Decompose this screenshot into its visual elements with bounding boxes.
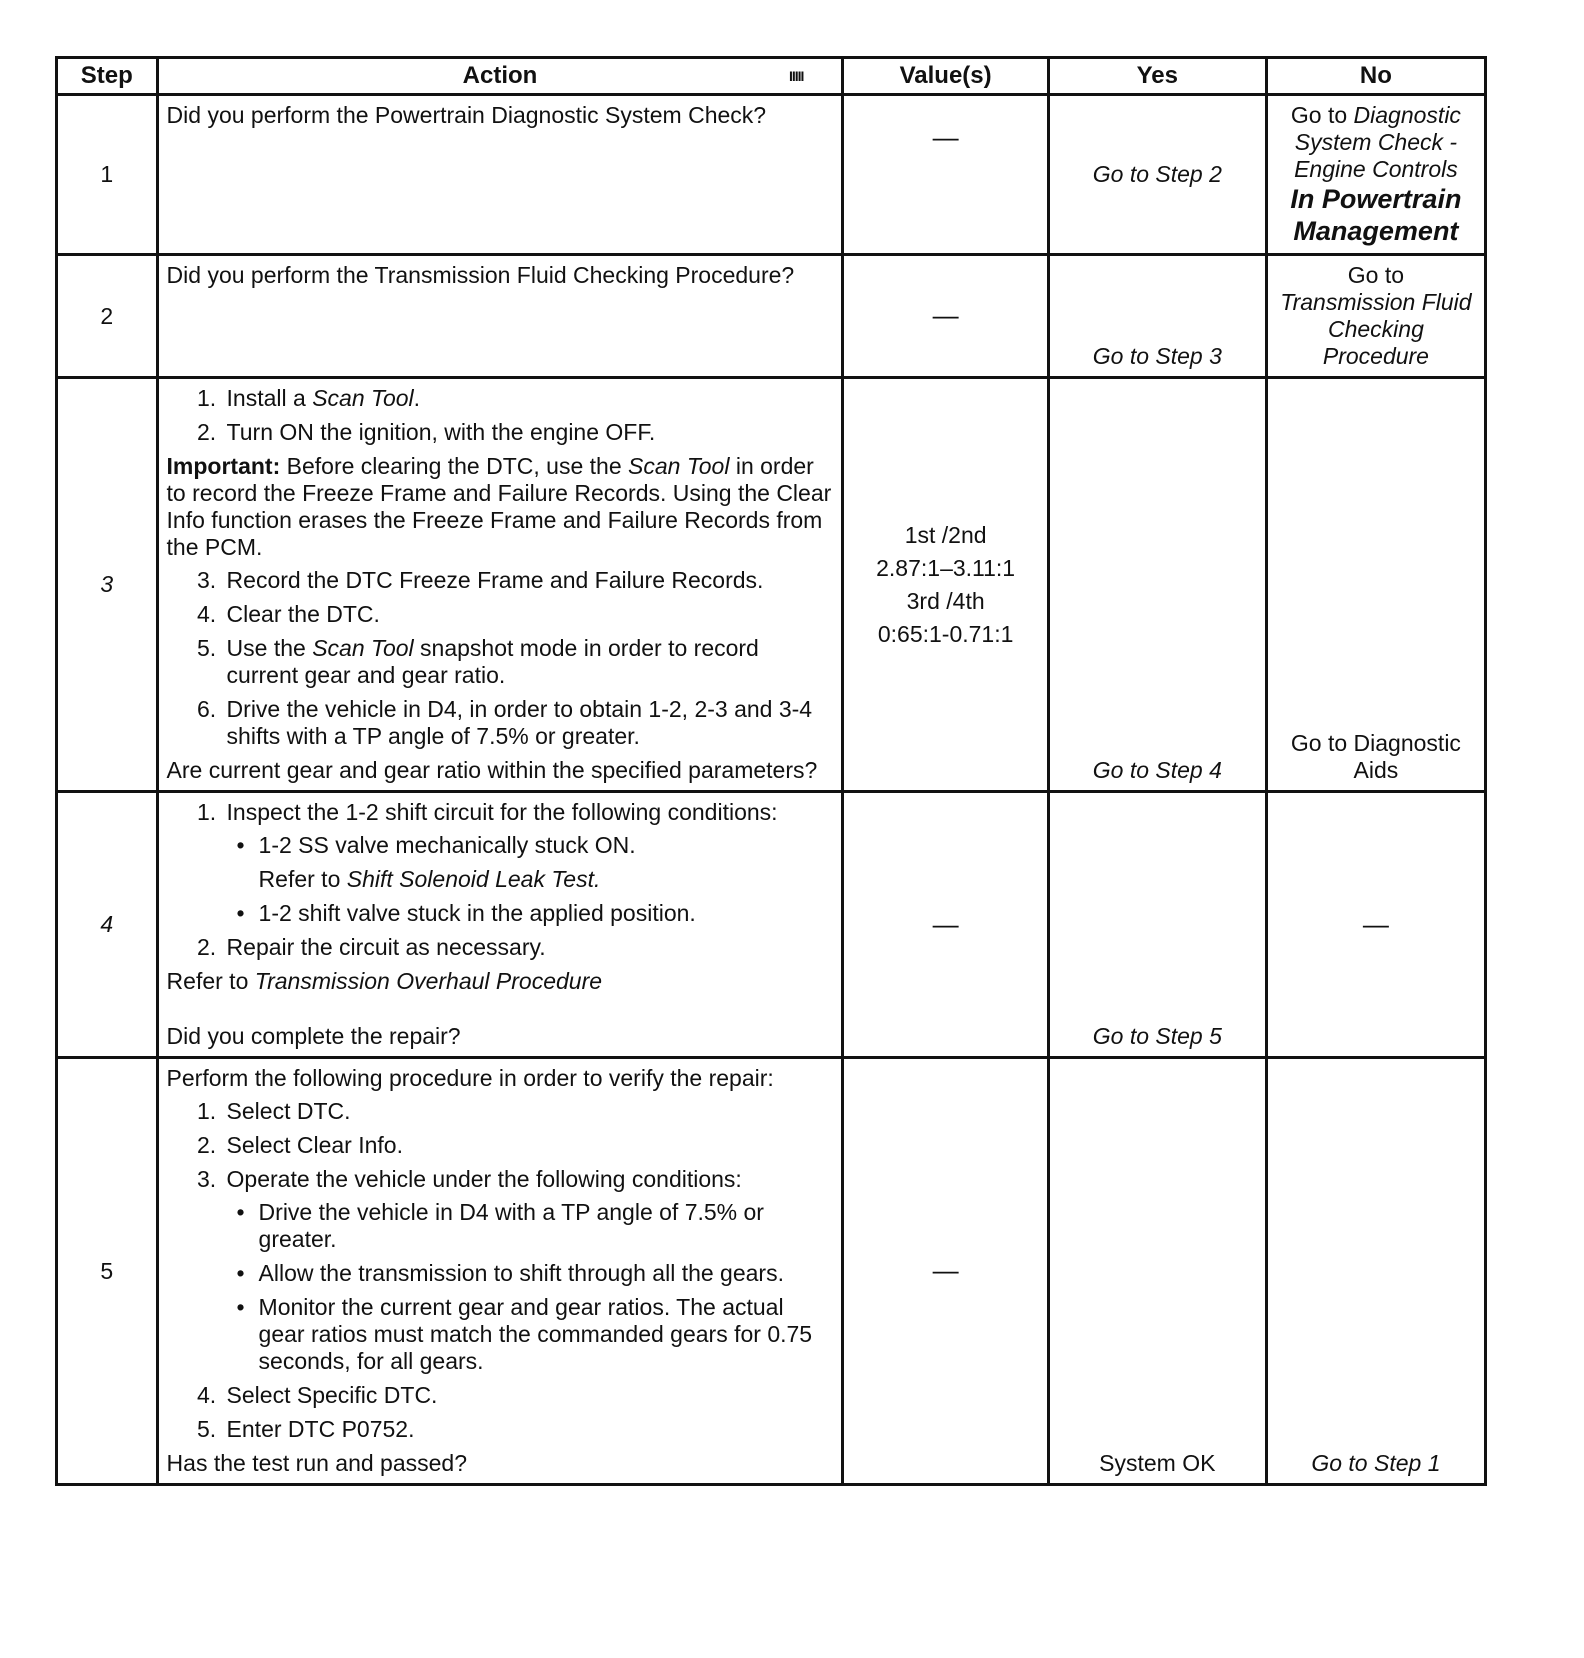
list-item: 2. Repair the circuit as necessary. [223,934,834,961]
header-row [57,58,1486,95]
step-number: 4 [57,792,158,1058]
value-line: 3rd /4th [906,587,985,614]
step-number: 1 [57,95,158,255]
list-item: 2. Turn ON the ignition, with the engine OFF. [223,419,834,446]
bullet-item: • Allow the transmission to shift through all the gears. [259,1260,834,1287]
no-prefix: Go to [1347,262,1405,288]
bullet-list [227,1199,834,1375]
header-action-label: Action [462,62,538,89]
yes-cell [1048,255,1266,378]
no-italic: Transmission Fluid Checking Procedure [1280,289,1472,369]
value-cell [843,378,1048,792]
header-yes: Yes [1048,58,1266,95]
action-cell [157,378,843,792]
value-text: — [932,122,959,152]
table-row [57,95,1486,255]
steps-list-a [167,385,834,446]
value-cell [843,1058,1048,1485]
question: Has the test run and passed? [166,1450,468,1476]
value-cell [843,95,1048,255]
list-item: 6. Drive the vehicle in D4, in order to obtain 1-2, 2-3 and 3-4 shifts with a TP angle of 7.5% or greater. [223,696,834,750]
yes-cell [1048,1058,1266,1485]
list-item: 1. Inspect the 1-2 shift circuit for the following conditions: • 1-2 SS valve mechanically stuck ON. Refer to Shift Solenoid Leak Test. • 1-2 shift valve stuck in the applied position. [223,799,834,927]
question: Did you complete the repair? [166,1023,461,1049]
no-cell [1266,95,1485,255]
header-mark: IIIII [789,68,804,84]
yes-cell [1048,378,1266,792]
step-number: 3 [57,378,158,792]
yes-cell [1048,792,1266,1058]
table-row [57,792,1486,1058]
value-cell [843,792,1048,1058]
bullet-item: • Drive the vehicle in D4 with a TP angle of 7.5% or greater. [259,1199,834,1253]
header-step: Step [57,58,158,95]
no-cell [1266,792,1485,1058]
list-item: 3. Operate the vehicle under the following conditions: • Drive the vehicle in D4 with a TP angle of 7.5% or greater. • Allow the transmission to shift through all the gears. • Monitor the current gear and gear ratios. The actual gear ratios must match the commanded gears for 0.75 seconds, for all gears. [223,1166,834,1375]
header-no: No [1266,58,1485,95]
step-number: 5 [57,1058,158,1485]
diagnostic-table [55,56,1487,1486]
value-text: — [932,908,959,939]
bullet-item: • Monitor the current gear and gear ratios. The actual gear ratios must match the commanded gears for 0.75 seconds, for all gears. [259,1294,834,1375]
no-bold: In Powertrain Management [1290,184,1462,246]
action-cell [157,95,843,255]
bullet-item: • 1-2 shift valve stuck in the applied position. [259,900,834,927]
list-item: 4. Clear the DTC. [223,601,834,628]
header-values: Value(s) [843,58,1048,95]
list-item: 1. Select DTC. [223,1098,834,1125]
no-text: Go to Diagnostic Aids [1290,730,1461,783]
refer-note: Refer to Transmission Overhaul Procedure [166,968,603,994]
action-cell [157,255,843,378]
yes-text: Go to Step 3 [1092,343,1222,369]
table-row [57,1058,1486,1485]
value-line: 2.87:1–3.11:1 [876,554,1016,581]
steps-list-b [167,567,834,750]
no-prefix: Go to [1290,102,1348,128]
yes-cell [1048,95,1266,255]
no-text: Go to Step 1 [1311,1450,1441,1476]
intro-text: Perform the following procedure in order to verify the repair: [166,1065,774,1091]
action-text: Did you perform the Powertrain Diagnostic System Check? [166,102,767,128]
steps-list [167,799,834,961]
no-italic: Diagnostic System Check - Engine Controls [1294,102,1461,182]
yes-text: Go to Step 2 [1092,161,1222,187]
steps-list [167,1098,834,1443]
bullet-item: • 1-2 SS valve mechanically stuck ON. Refer to Shift Solenoid Leak Test. [259,832,834,893]
value-cell [843,255,1048,378]
action-text: Did you perform the Transmission Fluid Checking Procedure? [166,262,795,288]
bullet-list [227,832,834,927]
value-text: — [932,300,959,330]
no-cell [1266,255,1485,378]
value-line: 0:65:1-0.71:1 [877,620,1014,647]
yes-text: Go to Step 5 [1092,1023,1222,1049]
header-action [157,58,843,95]
value-line: 1st /2nd [904,521,987,548]
no-cell [1266,378,1485,792]
list-item: 4. Select Specific DTC. [223,1382,834,1409]
important-note: Important: Before clearing the DTC, use the Scan Tool in order to record the Freeze Frame and Failure Records. Using the Clear Info function erases the Freeze Frame and Failure Records from the PCM. [166,453,832,560]
action-cell [157,1058,843,1485]
yes-text: Go to Step 4 [1092,757,1222,783]
step-number: 2 [57,255,158,378]
value-text: — [932,1255,959,1285]
table-row [57,255,1486,378]
list-item: 5. Enter DTC P0752. [223,1416,834,1443]
action-cell [157,792,843,1058]
list-item: 1. Install a Scan Tool. [223,385,834,412]
yes-text: System OK [1099,1450,1216,1476]
question: Are current gear and gear ratio within the specified parameters? [166,757,818,783]
no-cell [1266,1058,1485,1485]
list-item: 3. Record the DTC Freeze Frame and Failure Records. [223,567,834,594]
table-row [57,378,1486,792]
no-text: — [1362,908,1389,939]
list-item: 2. Select Clear Info. [223,1132,834,1159]
list-item: 5. Use the Scan Tool snapshot mode in order to record current gear and gear ratio. [223,635,834,689]
